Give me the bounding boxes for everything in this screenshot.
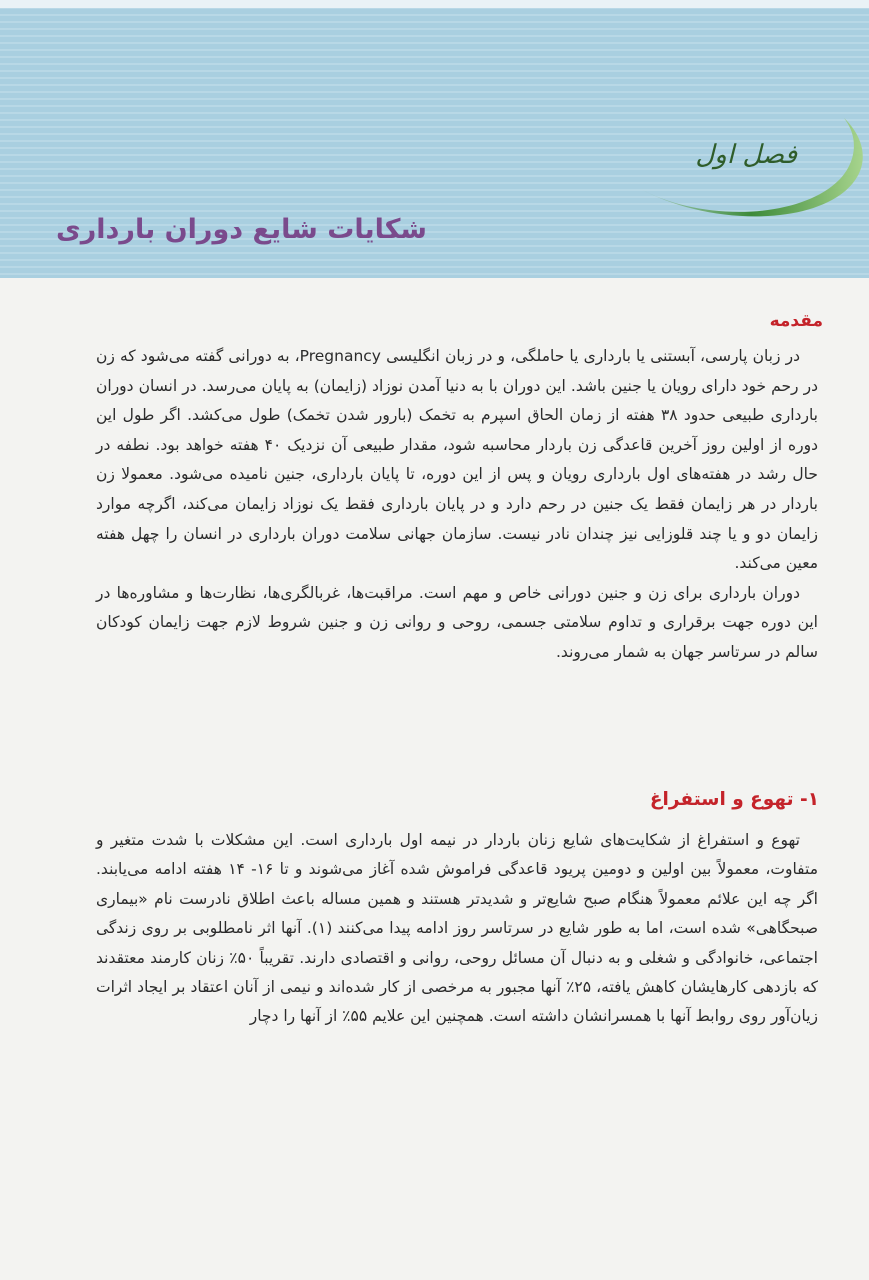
section1-heading: ۱- تهوع و استفراغ: [649, 789, 819, 810]
header-top-strip: [0, 0, 869, 8]
intro-paragraph-2: دوران بارداری برای زن و جنین دورانی خاص و مهم است. مراقبت‌ها، غربالگری‌ها، نظارت‌ها و مشاوره‌ها در این دوره جهت برقراری و تداوم سلامتی جسمی، روحی و روانی زن و جنین شروط لازم جهت زایمان کودکان سالم در سرتاسر جهان به شمار می‌روند.: [96, 583, 818, 661]
chapter-title: شکایات شایع دوران بارداری: [56, 214, 427, 245]
section1-body: [96, 826, 818, 1032]
intro-paragraph-1: در زبان پارسی، آبستنی یا بارداری یا حاملگی، و در زبان انگلیسی Pregnancy، به دورانی گفته می‌شود که زن در رحم خود دارای رویان یا جنین باشد. این دوران با به دنیا آمدن نوزاد (زایمان) به پایان می‌رسد. در انسان دوران بارداری طبیعی حدود ۳۸ هفته از زمان الحاق اسپرم به تخمک (بارور شدن تخمک) طول می‌کشد. اگر طول این دوره از اولین روز آخرین قاعدگی زن باردار محاسبه شود، مقدار طبیعی آن نزدیک ۴۰ هفته خواهد بود. نطفه در حال رشد در هفته‌های اول بارداری رویان و پس از این دوره، تا پایان بارداری، جنین نامیده می‌شود. معمولا زن باردار در هر زایمان فقط یک جنین در رحم دارد و در پایان بارداری فقط یک نوزاد زایمان می‌کند، اگرچه موارد زایمان دو و یا چند قلوزایی نیز چندان نادر نیست. سازمان جهانی سلامت دوران بارداری در انسان را چهل هفته معین می‌کند.: [96, 347, 818, 573]
intro-heading: مقدمه: [769, 311, 823, 331]
intro-body: [96, 342, 818, 668]
chapter-header-band: [0, 0, 869, 278]
section1-paragraph-1: تهوع و استفراغ از شکایت‌های شایع زنان باردار در نیمه اول بارداری است. این مشکلات با شدت متغیر و متفاوت، معمولاً بین اولین و دومین پریود قاعدگی فراموش شده آغاز می‌شوند و تا ۱۶- ۱۴ هفته ادامه می‌یابند. اگر چه این علائم معمولاً هنگام صبح شایع‌تر و شدیدتر هستند و همین مساله باعث اطلاق نادرست نام «بیماری صبحگاهی» شده است، اما به طور شایع در سرتاسر روز ادامه پیدا می‌کنند (۱). آنها اثر نامطلوبی بر روی زندگی اجتماعی، خانوادگی و شغلی و به دنبال آن مسائل روحی، روانی و اقتصادی دارند. تقریباً ۵۰٪ زنان کارمند معتقدند که بازدهی کارهایشان کاهش یافته، ۲۵٪ آنها مجبور به مرخصی از کار شده‌اند و نیمی از آنان اعتقاد بر ایجاد اثرات زیان‌آور روی روابط آنها با همسرانشان داشته است. همچنین این علایم ۵۵٪ از آنها را دچار: [96, 831, 818, 1026]
chapter-label: فصل اول: [695, 140, 797, 170]
